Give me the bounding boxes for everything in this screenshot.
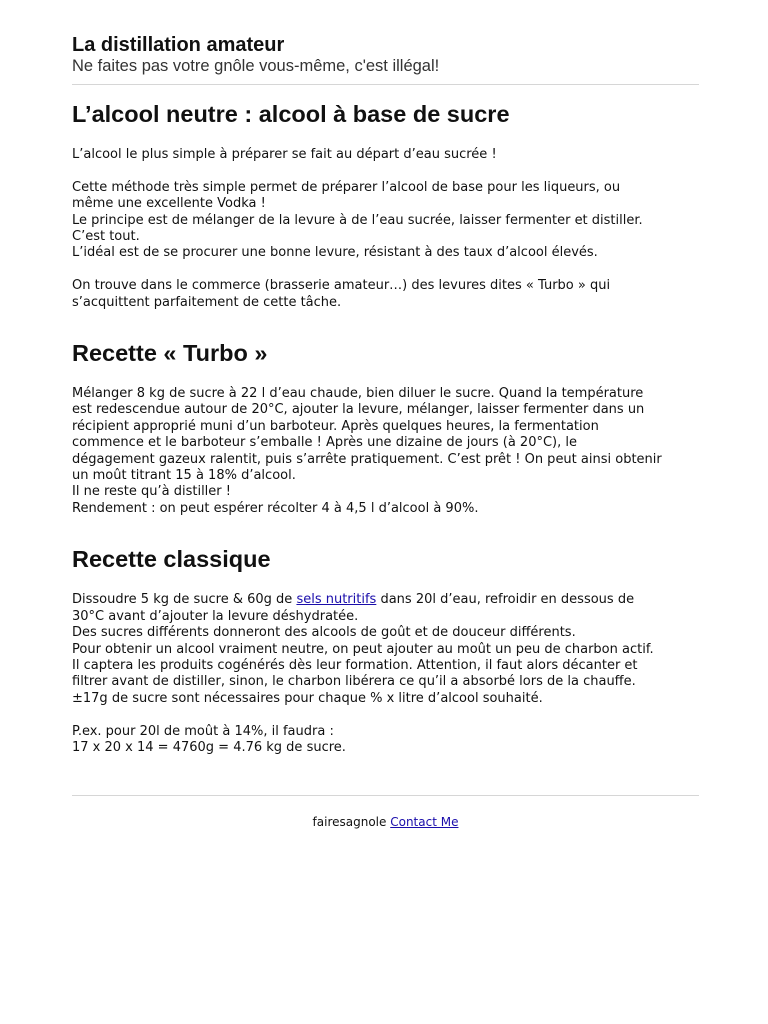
section-heading: Recette classique [72, 546, 271, 573]
paragraph: Cette méthode très simple permet de préparer l’alcool de base pour les liqueurs, ou même une excellente Vodka ! Le principe est de mélanger de la levure à de l’eau sucrée, laisser fermenter et distiller. C’est tout. L’idéal est de se procurer une bonne levure, résistant à des taux d’alcool élevés. [72, 179, 643, 261]
section-recette-turbo [72, 339, 699, 517]
footer-divider [72, 795, 699, 796]
paragraph: P.ex. pour 20l de moût à 14%, il faudra : 17 x 20 x 14 = 4760g = 4.76 kg de sucre. [72, 723, 346, 755]
paragraph-gap [72, 262, 699, 278]
site-title: La distillation amateur [72, 34, 285, 56]
paragraph: L’alcool le plus simple à préparer se fait au départ d’eau sucrée ! [72, 147, 497, 162]
paragraph-gap [72, 163, 699, 179]
paragraph-gap [72, 707, 699, 723]
section-heading: L’alcool neutre : alcool à base de sucre [72, 101, 510, 127]
page [72, 0, 699, 830]
section-recette-classique [72, 545, 699, 756]
sels-nutritifs-link[interactable]: sels nutritifs [296, 592, 377, 608]
site-footer [72, 814, 699, 830]
footer-site-name: fairesagnole [312, 815, 387, 830]
site-header [72, 0, 699, 85]
contact-me-link[interactable]: Contact Me [390, 815, 459, 830]
paragraph: Mélanger 8 kg de sucre à 22 l d’eau chaude, bien diluer le sucre. Quand la température est redescendue autour de 20°C, ajouter la levure, mélanger, laisser fermenter dans un récipient approprié muni d’un barboteur. Après quelques heures, la fermentation commence et le barboteur s’emballe ! Après une dizaine de jours (à 20°C), le dégagement gazeux ralentit, puis s’arrête pratiquement. C’est prêt ! On peut ainsi obtenir un moût titrant 15 à 18% d’alcool. Il ne reste qu’à distiller ! Rendement : on peut espérer récolter 4 à 4,5 l d’alcool à 90%. [72, 386, 662, 516]
paragraph-text: dans 20l d’eau, refroidir en dessous de 30°C avant d’ajouter la levure déshydratée. Des sucres différents donneront des alcools de goût et de douceur différents. Pour obtenir un alcool vraiment neutre, on peut ajouter au moût un peu de charbon actif. Il captera les produits cogénérés dès leur formation. Attention, il faut alors décanter et filtrer avant de distiller, sinon, le charbon libérera ce qu’il a absorbé lors de la chauffe. ±17g de sucre sont nécessaires pour chaque % x litre d’alcool souhaité. [72, 592, 654, 706]
section-alcool-neutre [72, 100, 699, 311]
paragraph [72, 592, 699, 707]
paragraph-text: Dissoudre 5 kg de sucre & 60g de [72, 592, 297, 608]
paragraph: On trouve dans le commerce (brasserie amateur…) des levures dites « Turbo » qui s’acquittent parfaitement de cette tâche. [72, 278, 611, 310]
section-heading: Recette « Turbo » [72, 340, 268, 367]
site-subtitle: Ne faites pas votre gnôle vous-même, c'est illégal! [72, 57, 440, 75]
header-divider [72, 84, 699, 85]
